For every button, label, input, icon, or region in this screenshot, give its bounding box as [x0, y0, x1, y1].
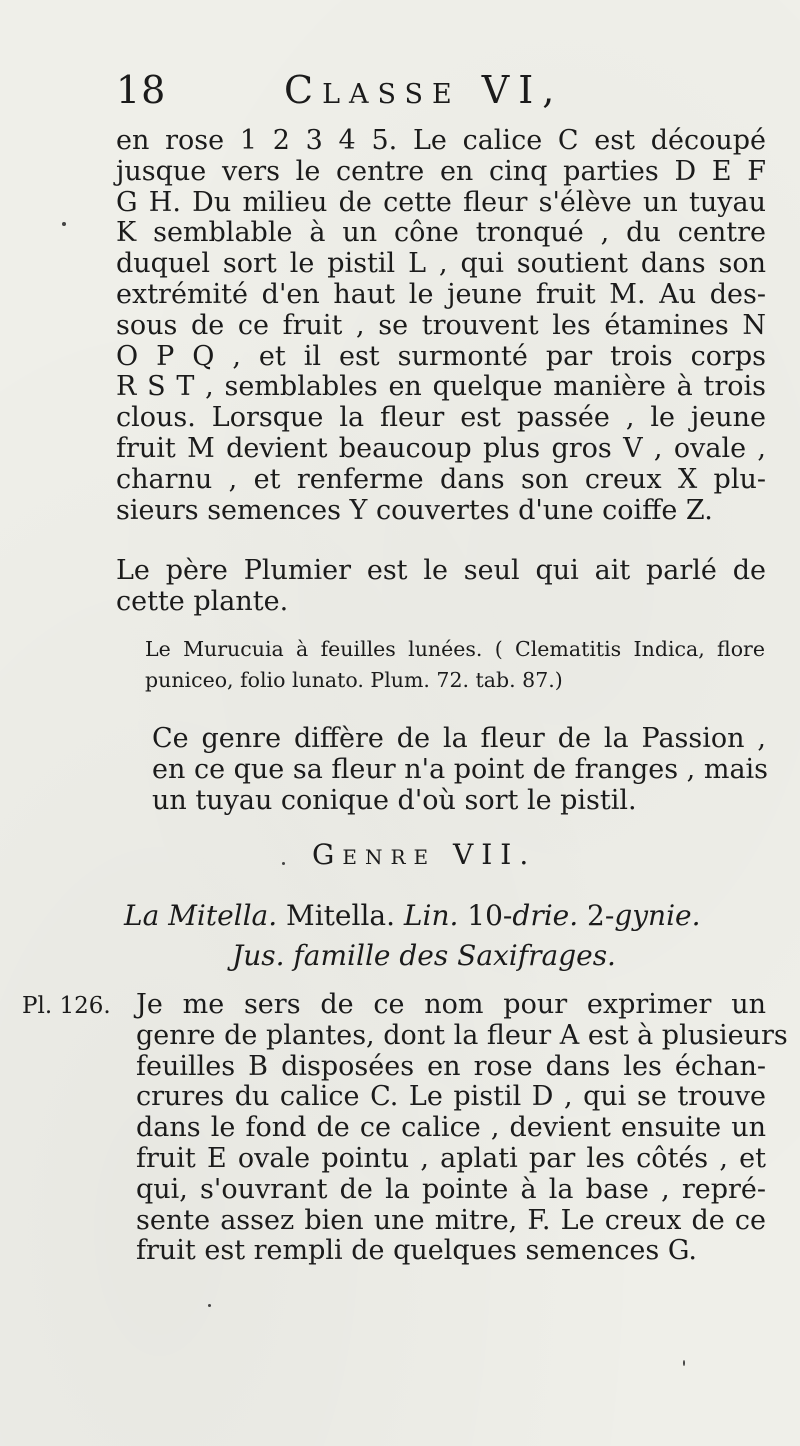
- name-latin: Mitella.: [286, 899, 395, 932]
- mitella-line-2: Jus. famille des Saxifrages.: [232, 939, 616, 972]
- text-line: clous. Lorsque la fleur est passée , le jeune: [116, 402, 766, 434]
- text-line: Ce genre diffère de la fleur de la Passion ,: [152, 723, 766, 754]
- order-word: gynie.: [614, 899, 701, 932]
- text-line: sente assez bien une mitre, F. Le creux de ce: [136, 1204, 766, 1236]
- text-line: O P Q , et il est surmonté par trois corps: [116, 340, 766, 372]
- ink-speck: [62, 222, 66, 226]
- page-number: 18: [116, 68, 167, 112]
- text-line: cette plante.: [116, 585, 289, 617]
- text-line: crures du calice C. Le pistil D , qui se trouve: [136, 1081, 766, 1113]
- running-head: Classe VI,: [284, 68, 564, 112]
- text-line: duquel sort le pistil L , qui soutient dans son: [116, 248, 766, 280]
- ink-speck: [683, 1360, 685, 1366]
- class-word: drie.: [512, 899, 579, 932]
- text-line: qui, s'ouvrant de la pointe à la base , repré-: [136, 1173, 766, 1205]
- text-line: genre de plantes, dont la fleur A est à plusieurs: [136, 1019, 788, 1051]
- species-note: [145, 634, 765, 696]
- linnaeus-abbrev: Lin.: [403, 899, 459, 932]
- text-line: en ce que sa fleur n'a point de franges , mais: [152, 753, 769, 785]
- text-line: Le Murucuia à feuilles lunées. ( Clematitis Indica, flore: [145, 637, 765, 661]
- text-line: K semblable à un cône tronqué , du centre: [116, 217, 766, 249]
- text-line: un tuyau conique d'où sort le pistil.: [152, 784, 637, 816]
- text-line: jusque vers le centre en cinq parties D E F: [116, 155, 766, 187]
- ink-speck: [208, 1304, 211, 1307]
- text-line: feuilles B disposées en rose dans les échan-: [136, 1050, 766, 1082]
- name-french: La Mitella.: [124, 899, 278, 932]
- class-number: 10-: [467, 899, 513, 932]
- text-line: Je me sers de ce nom pour exprimer un: [136, 989, 766, 1020]
- ink-speck: [282, 862, 285, 865]
- text-line: sieurs semences Y couvertes d'une coiffe Z.: [116, 494, 713, 526]
- order-number: 2-: [587, 899, 615, 932]
- paragraph-description: [116, 126, 766, 526]
- text-line: fruit est rempli de quelques semences G.: [136, 1235, 698, 1267]
- text-line: Le père Plumier est le seul qui ait parlé de: [116, 555, 766, 586]
- text-line: charnu , et renferme dans son creux X plu-: [116, 463, 766, 495]
- text-line: puniceo, folio lunato. Plum. 72. tab. 87.): [145, 668, 563, 692]
- paragraph-plumier: [116, 556, 766, 618]
- mitella-line-1: [124, 896, 764, 936]
- paragraph-difference: [152, 723, 769, 816]
- genre-heading: Genre VII.: [312, 838, 537, 871]
- text-line: fruit E ovale pointu , aplati par les côtés , et: [136, 1142, 766, 1174]
- paragraph-mitella: [136, 989, 788, 1267]
- page-header: [116, 62, 766, 124]
- text-line: fruit M devient beaucoup plus gros V , ovale ,: [116, 432, 766, 464]
- mitella-heading: [124, 896, 764, 976]
- text-line: sous de ce fruit , se trouvent les étamines N: [116, 309, 766, 341]
- text-line: G H. Du milieu de cette fleur s'élève un tuyau: [116, 186, 766, 218]
- text-line: en rose 1 2 3 4 5. Le calice C est découpé: [116, 125, 766, 156]
- text-line: R S T , semblables en quelque manière à trois: [116, 371, 766, 403]
- text-line: dans le fond de ce calice , devient ensuite un: [136, 1112, 766, 1144]
- text-line: extrémité d'en haut le jeune fruit M. Au des-: [116, 278, 766, 310]
- plate-reference: Pl. 126.: [22, 993, 111, 1019]
